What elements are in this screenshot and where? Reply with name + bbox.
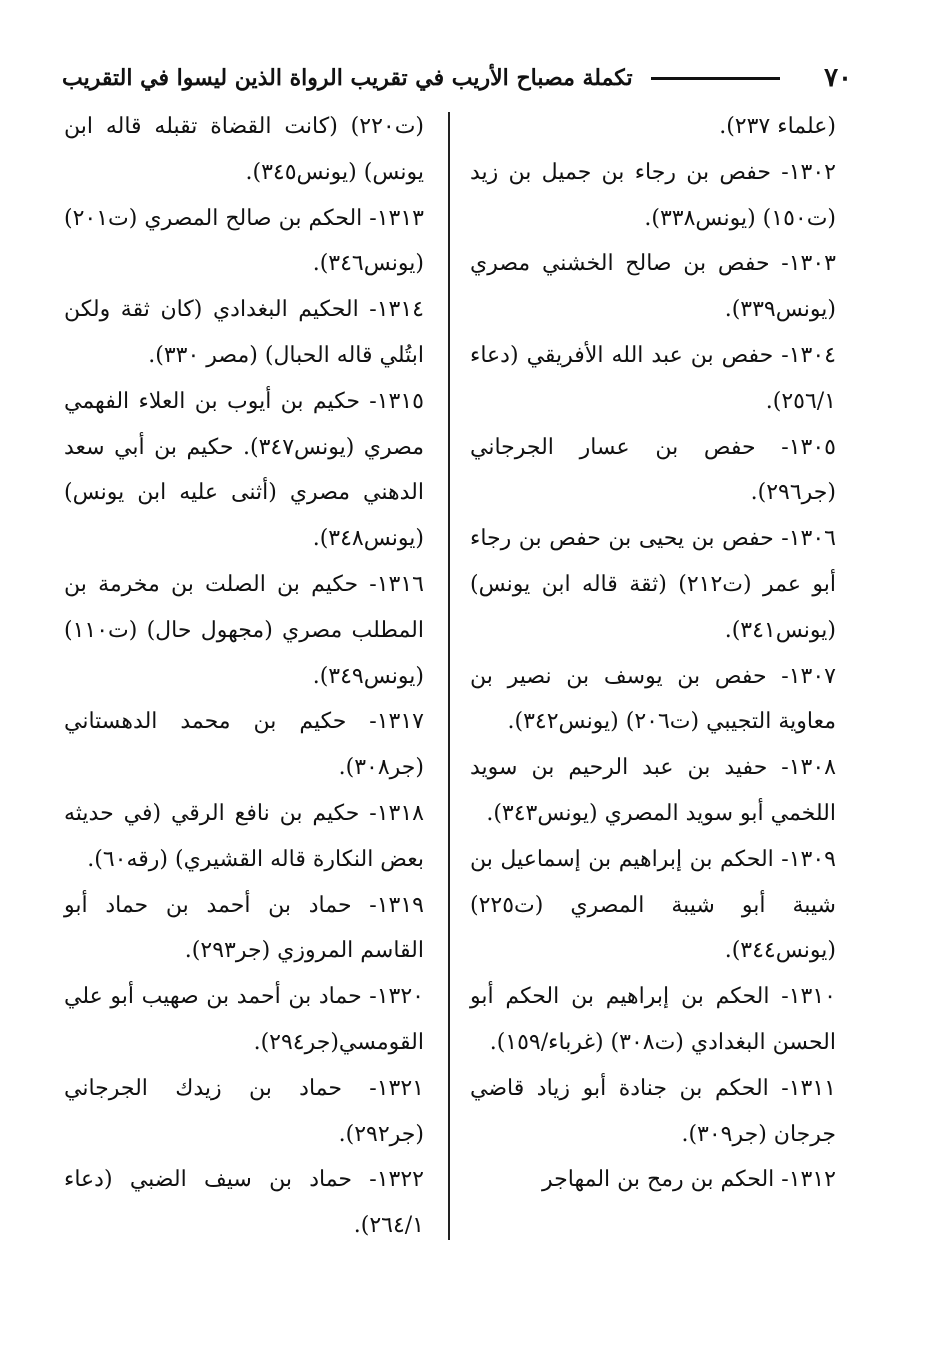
entry-1313: ١٣١٣- الحكم بن صالح المصري (ت٢٠١) (يونس٣٤٦). bbox=[64, 205, 424, 277]
page-number: ٧٠ bbox=[824, 63, 852, 93]
entry-1312: ١٣١٢- الحكم بن رمح بن المهاجر bbox=[542, 1167, 836, 1193]
entry-1312-continuation: (ت٢٢٠) (كانت القضاة تقبله قاله ابن يونس) (يونس٣٤٥). bbox=[64, 114, 424, 185]
page-header bbox=[62, 58, 852, 98]
entry-1304: ١٣٠٤- حفص بن عبد الله الأفريقي (دعاء ٢٥٦/١). bbox=[470, 342, 836, 414]
left-column bbox=[64, 104, 424, 1249]
entry-1316: ١٣١٦- حكيم بن الصلت بن مخرمة بن المطلب مصري (مجهول حال) (ت١١٠) (يونس٣٤٩). bbox=[64, 571, 424, 689]
entry-continuation: (علماء ٢٣٧). bbox=[719, 114, 836, 139]
entry-1306: ١٣٠٦- حفص بن يحيى بن حفص بن رجاء أبو عمر (ت٢١٢) (ثقة قاله ابن يونس) (يونس٣٤١). bbox=[470, 526, 836, 643]
right-column bbox=[470, 104, 836, 1203]
entry-1319: ١٣١٩- حماد بن أحمد بن حماد أبو القاسم المروزي (جر٢٩٣). bbox=[64, 892, 424, 964]
entry-1308: ١٣٠٨- حفيد بن عبد الرحيم بن سويد اللخمي أبو سويد المصري (يونس٣٤٣). bbox=[470, 755, 836, 826]
entry-1317: ١٣١٧- حكيم بن محمد الدهستاني (جر٣٠٨). bbox=[64, 709, 424, 781]
entry-1318: ١٣١٨- حكيم بن نافع الرقي (في حديثه بعض النكارة قاله القشيري) (رقه٦٠). bbox=[64, 800, 424, 872]
entry-1309: ١٣٠٩- الحكم بن إبراهيم بن إسماعيل بن شيبة أبو شيبة المصري (ت٢٢٥) (يونس٣٤٤). bbox=[470, 846, 836, 964]
entry-1321: ١٣٢١- حماد بن زيدك الجرجاني (جر٢٩٢). bbox=[64, 1075, 424, 1147]
column-divider bbox=[448, 112, 450, 1240]
entry-1311: ١٣١١- الحكم بن جنادة أبو زياد قاضي جرجان (جر٣٠٩). bbox=[470, 1075, 836, 1147]
entry-1320: ١٣٢٠- حماد بن أحمد بن صهيب أبو علي القومسي(جر٢٩٤). bbox=[64, 984, 424, 1055]
entry-1315: ١٣١٥- حكيم بن أيوب بن العلاء الفهمي مصري (يونس٣٤٧). حكيم بن أبي سعد الدهني مصري (أثنى عليه ابن يونس) (يونس٣٤٨). bbox=[64, 388, 424, 552]
running-title: تكملة مصباح الأريب في تقريب الرواة الذين ليسوا في التقريب bbox=[62, 65, 633, 91]
entry-1303: ١٣٠٣- حفص بن صالح الخشني مصري (يونس٣٣٩). bbox=[470, 251, 836, 323]
entry-1305: ١٣٠٥- حفص بن عسار الجرجاني (جر٢٩٦). bbox=[470, 434, 836, 506]
entry-1307: ١٣٠٧- حفص بن يوسف بن نصير بن معاوية التجيبي (ت٢٠٦) (يونس٣٤٢). bbox=[470, 663, 836, 735]
entry-1302: ١٣٠٢- حفص بن رجاء بن جميل بن زيد (ت١٥٠) (يونس٣٣٨). bbox=[470, 159, 836, 231]
entry-1322: ١٣٢٢- حماد بن سيف الضبي (دعاء ٢٦٤/١). bbox=[64, 1167, 424, 1239]
header-rule bbox=[651, 77, 780, 80]
entry-1310: ١٣١٠- الحكم بن إبراهيم بن الحكم أبو الحسن البغدادي (ت٣٠٨) (غرباء/١٥٩). bbox=[470, 984, 836, 1055]
entry-1314: ١٣١٤- الحكيم البغدادي (كان ثقة ولكن ابتُلي قاله الحبال) (مصر ٣٣٠). bbox=[64, 297, 424, 368]
